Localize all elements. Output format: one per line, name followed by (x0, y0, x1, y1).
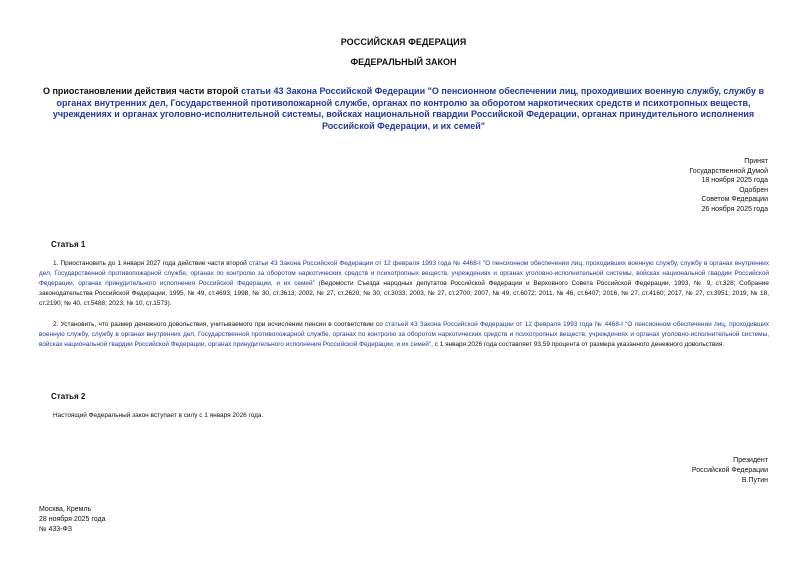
article-2-title: Статья 2 (51, 392, 86, 401)
place-city: Москва, Кремль (39, 506, 92, 513)
law-title-prefix: О приостановлении действия части второй (42, 86, 242, 96)
signature-block (692, 456, 768, 487)
paragraph-2-prefix: 2. Установить, что размер денежного довольствия, учитываемого при исчислении пенсии в соответствии со (53, 321, 386, 328)
law-title-link[interactable]: статьи 43 Закона Российской Федерации "О пенсионном обеспечении лиц, проходивших военную службу, службу в органах внутренних дел, Государственной противопожарной службе, органах по контролю за оборотом наркотических средств и психотропных веществ, учреждениях и органах уголовно-исполнительной системы, войсках национальной гвардии Российской Федерации, органах принудительного исполнения Российской Федерации, и их семей" (52, 86, 765, 131)
paragraph-1-suffix: (Ведомости Съезда народных депутатов Российской Федерации и Верховного Совета Российской Федерации, 1993, № 9, ст.328; Собрание законодательства Российской Федерации, 1995, № 49, ст.4693; 1998, № 30, ст.3613; 2002, № 27, ст.2620; № 30, ст.3033; 2003, № 27, ст.2700; 2007, № 49, ст.6072; 2011, № 46, ст.6407; 2016, № 27, ст.4160; 2017, № 27, ст.3951; 2019, № 18, ст.2190; № 40, ст.5488; 2023, № 10, ст.1573). (39, 279, 769, 307)
paragraph-2-suffix: , с 1 января 2026 года составляет 93,59 процента от размера указанного денежного довольствия. (431, 340, 725, 348)
approved-label: Одобрен (739, 186, 768, 194)
place-block (39, 505, 105, 536)
paragraph-1-prefix: 1. Приостановить до 1 января 2027 года действие части второй (53, 260, 249, 267)
doc-type-heading: ФЕДЕРАЛЬНЫЙ ЗАКОН (350, 57, 457, 67)
country-heading: РОССИЙСКАЯ ФЕДЕРАЦИЯ (340, 37, 467, 47)
article-2-paragraph (39, 411, 769, 421)
signer-country: Российской Федерации (691, 467, 768, 475)
duma-label: Государственной Думой (689, 167, 768, 175)
article-2-text: Настоящий Федеральный закон вступает в силу с 1 января 2026 года. (53, 412, 264, 419)
article-1-paragraph-2 (39, 320, 769, 350)
law-number: № 433-ФЗ (39, 526, 73, 534)
signer-position: Президент (733, 457, 768, 464)
article-1-paragraph-1 (39, 259, 769, 309)
adoption-block (689, 157, 768, 215)
article-1-title: Статья 1 (51, 240, 86, 249)
law-title (40, 86, 767, 132)
place-date: 28 ноября 2025 года (39, 516, 106, 524)
signer-name: В.Путин (741, 477, 768, 485)
accepted-label: Принят (744, 158, 768, 165)
paragraph-2-link[interactable]: статьей 43 Закона Российской Федерации от 12 февраля 1993 года № 4468-I "О пенсионном обеспечении лиц, проходивших военную службу, службу в органах внутренних дел, Государственной противопожарной службе, органах по контролю за оборотом наркотических средств и психотропных веществ, учреждениях и органах уголовно-исполнительной системы, войсках национальной гвардии Российской Федерации, органах принудительного исполнения Российской Федерации, и их семей" (39, 321, 769, 348)
duma-date: 18 ноября 2025 года (701, 177, 768, 185)
council-date: 26 ноября 2025 года (701, 205, 768, 213)
council-label: Советом Федерации (701, 196, 768, 204)
paragraph-1-link[interactable]: статьи 43 Закона Российской Федерации от 12 февраля 1993 года № 4468-I "О пенсионном обеспечении лиц, проходивших военную службу, службу в органах внутренних дел, Государственной противопожарной службе, органах по контролю за оборотом наркотических средств и психотропных веществ, учреждениях и органах уголовно-исполнительной системы, войсках национальной гвардии Российской Федерации, органах принудительного исполнения Российской Федерации, и их семей" (39, 260, 769, 287)
